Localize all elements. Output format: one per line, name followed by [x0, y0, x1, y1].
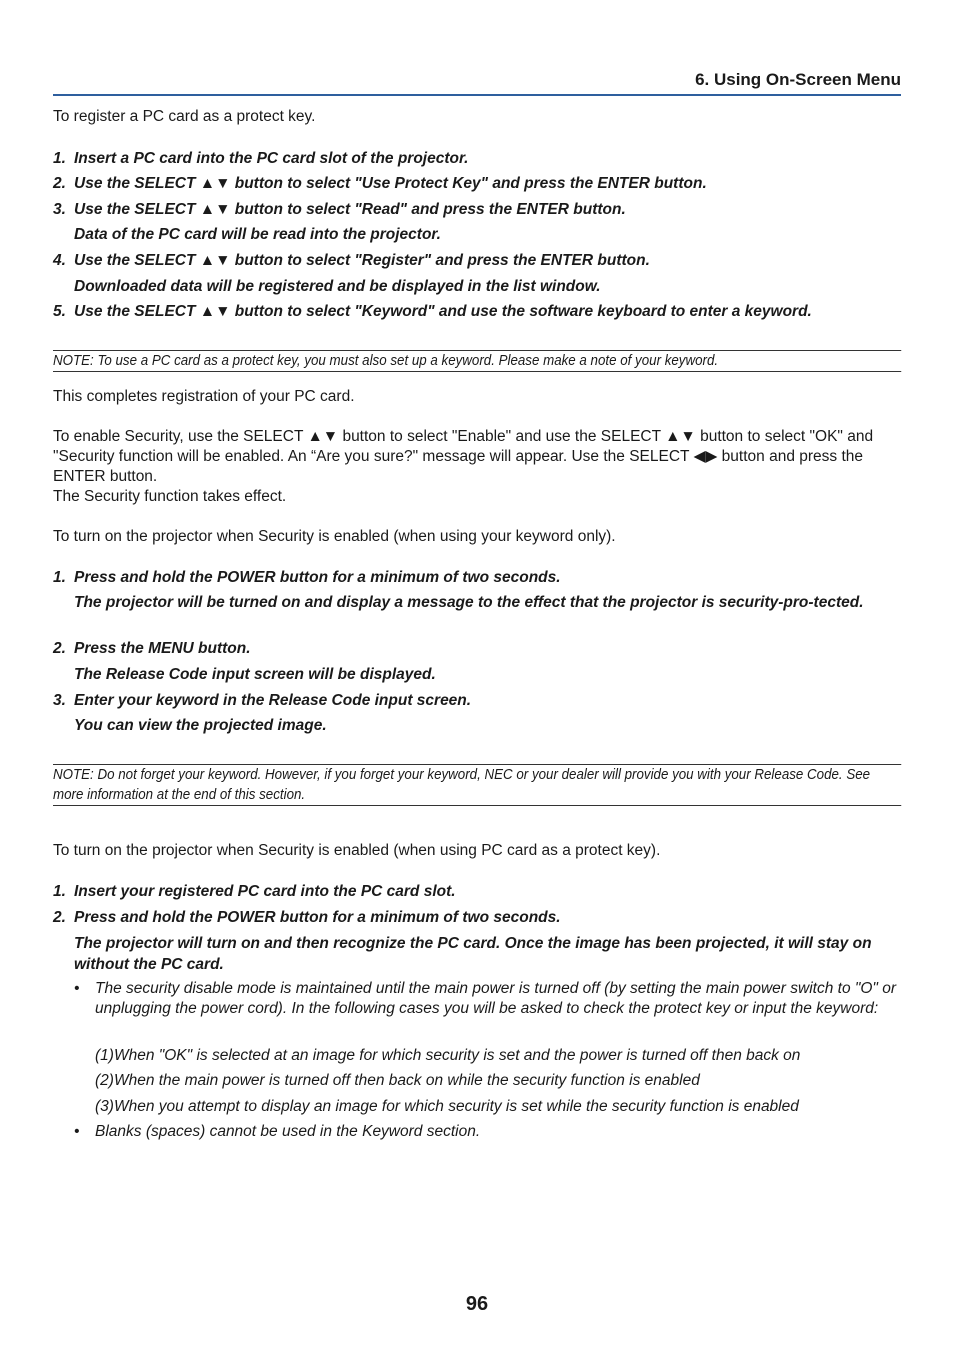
keyword-step-3 — [53, 690, 901, 711]
register-step-4-detail: Downloaded data will be registered and be displayed in the list window. — [74, 278, 601, 295]
completion-text: This completes registration of your PC card. — [53, 388, 355, 405]
step-number: 5. — [53, 303, 66, 320]
case-1: (1)When "OK" is selected at an image for which security is set and the power is turned off then back on — [95, 1047, 801, 1064]
step-text: Enter your keyword in the Release Code input screen. — [74, 692, 472, 709]
bullet-mark: • — [74, 980, 80, 997]
bullet-text: The security disable mode is maintained until the main power is turned off (by setting the main power switch to "O" or unplugging the power cord). In the following cases you will be asked to check the protect key or input the keyword: — [95, 980, 897, 1017]
keyword-step-2 — [53, 638, 901, 659]
bullet-blanks — [74, 1122, 901, 1142]
register-step-5 — [53, 301, 901, 322]
bullet-security-disable — [74, 979, 901, 1019]
register-step-4 — [53, 250, 901, 271]
enable-security-text: To enable Security, use the SELECT ▲▼ button to select "Enable" and use the SELECT ▲▼ button to select "OK" and "Security function will be enabled. An “Are you sure?" message will appear. Use the SELECT ◀▶ button and press the ENTER button. — [53, 428, 874, 485]
register-step-3-detail: Data of the PC card will be read into the projector. — [74, 226, 441, 243]
step-number: 3. — [53, 692, 66, 709]
register-step-1 — [53, 148, 901, 169]
case-2: (2)When the main power is turned off then back on while the security function is enabled — [95, 1072, 700, 1089]
keyword-step-1 — [53, 567, 901, 588]
keyword-step-3-detail: You can view the projected image. — [74, 717, 327, 734]
card-step-2-detail: The projector will turn on and then recognize the PC card. Once the image has been projected, it will stay on without the PC card. — [74, 935, 872, 973]
bullet-mark: • — [74, 1123, 80, 1140]
step-text: Press and hold the POWER button for a minimum of two seconds. — [74, 569, 561, 586]
step-text: Press and hold the POWER button for a minimum of two seconds. — [74, 909, 561, 926]
bullet-text: Blanks (spaces) cannot be used in the Keyword section. — [95, 1123, 481, 1140]
takes-effect-text: The Security function takes effect. — [53, 488, 287, 505]
case-3: (3)When you attempt to display an image for which security is set while the security function is enabled — [95, 1098, 799, 1115]
keyword-step-1-detail: The projector will be turned on and display a message to the effect that the projector is security-pro-tected. — [74, 594, 864, 611]
keyword-step-2-detail: The Release Code input screen will be displayed. — [74, 666, 436, 683]
card-step-2 — [53, 907, 901, 928]
step-number: 1. — [53, 150, 66, 167]
note-forget-keyword: NOTE: Do not forget your keyword. However, if you forget your keyword, NEC or your dealer will provide you with your Release Code. See more information at the end of this section. — [53, 764, 901, 806]
step-number: 4. — [53, 252, 66, 269]
step-number: 1. — [53, 883, 66, 900]
section-header: 6. Using On-Screen Menu — [53, 70, 901, 96]
card-step-1 — [53, 881, 901, 902]
card-intro: To turn on the projector when Security is enabled (when using PC card as a protect key). — [53, 842, 661, 859]
step-text: Insert a PC card into the PC card slot of the projector. — [74, 150, 469, 167]
step-text: Use the SELECT ▲▼ button to select "Read" and press the ENTER button. — [74, 201, 626, 218]
step-number: 3. — [53, 201, 66, 218]
step-text: Use the SELECT ▲▼ button to select "Keyword" and use the software keyboard to enter a keyword. — [74, 303, 812, 320]
step-number: 1. — [53, 569, 66, 586]
step-text: Press the MENU button. — [74, 640, 251, 657]
step-number: 2. — [53, 640, 66, 657]
register-step-2 — [53, 173, 901, 194]
page-number: 96 — [465, 1293, 489, 1315]
step-text: Use the SELECT ▲▼ button to select "Register" and press the ENTER button. — [74, 252, 650, 269]
step-number: 2. — [53, 175, 66, 192]
register-step-3 — [53, 199, 901, 220]
note-keyword: NOTE: To use a PC card as a protect key, you must also set up a keyword. Please make a note of your keyword. — [53, 350, 901, 372]
step-text: Insert your registered PC card into the PC card slot. — [74, 883, 456, 900]
step-number: 2. — [53, 909, 66, 926]
keyword-intro: To turn on the projector when Security is enabled (when using your keyword only). — [53, 528, 616, 545]
intro-text: To register a PC card as a protect key. — [53, 108, 316, 125]
step-text: Use the SELECT ▲▼ button to select "Use Protect Key" and press the ENTER button. — [74, 175, 707, 192]
